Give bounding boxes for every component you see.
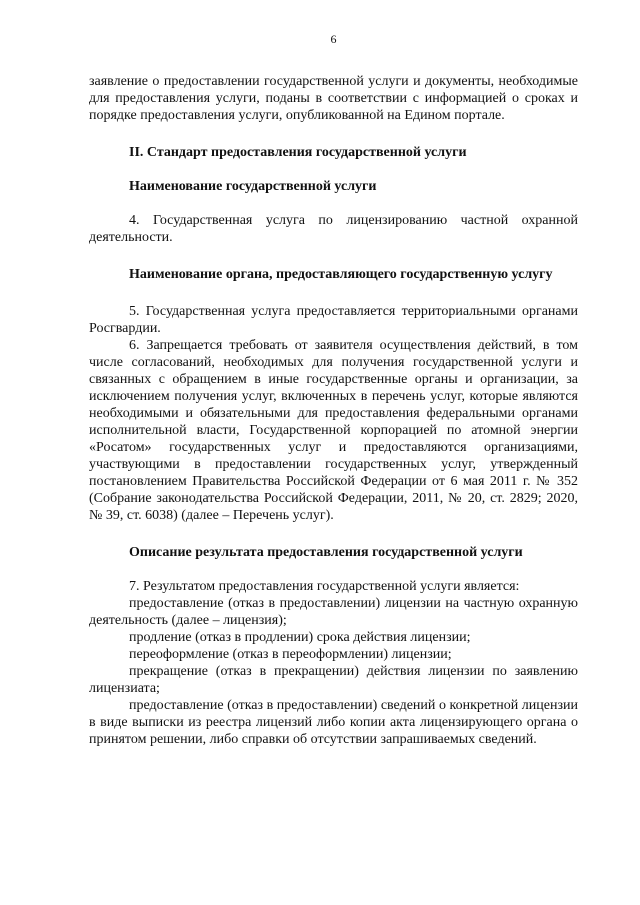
page-number: 6 xyxy=(330,32,337,46)
result-item: продление (отказ в продлении) срока действия лицензии; xyxy=(129,630,471,645)
result-item: предоставление (отказ в предоставлении) сведений о конкретной лицензии в виде выписки из реестра лицензий либо копии акта лицензирующего органа о принятом решении, либо справки об отсутствии запрашиваемых сведений. xyxy=(89,698,578,747)
result-item: переоформление (отказ в переоформлении) лицензии; xyxy=(129,647,452,662)
subsection-heading-result: Описание результата предоставления государственной услуги xyxy=(129,545,523,560)
paragraph-6: 6. Запрещается требовать от заявителя осуществления действий, в том числе согласований, необходимых для получения государственной услуги и связанных с обращением в иные государственные органы и организации, за исключением получения услуг, включенных в перечень услуг, которые являются необходимыми и обязательными для предоставления федеральными органами исполнительной власти, Государственной корпорацией по атомной энергии «Росатом» государственных услуг и предоставляются организациями, участвующими в предоставлении государственных услуг, утвержденный постановлением Правительства Российской Федерации от 6 мая 2011 г. № 352 (Собрание законодательства Российской Федерации, 2011, № 20, ст. 2829; 2020, № 39, ст. 6038) (далее – Перечень услуг). xyxy=(89,338,578,523)
intro-paragraph: заявление о предоставлении государственной услуги и документы, необходимые для предоставления услуги, поданы в соответствии с информацией о сроках и порядке предоставления услуги, опубликованной на Едином портале. xyxy=(89,74,578,123)
paragraph-7: 7. Результатом предоставления государственной услуги является: xyxy=(129,579,520,594)
subsection-heading-authority: Наименование органа, предоставляющего государственную услугу xyxy=(129,267,553,282)
result-item: предоставление (отказ в предоставлении) лицензии на частную охранную деятельность (далее – лицензия); xyxy=(89,596,578,628)
paragraph-5: 5. Государственная услуга предоставляется территориальными органами Росгвардии. xyxy=(89,304,578,336)
section-heading: II. Стандарт предоставления государственной услуги xyxy=(129,145,467,160)
subsection-heading-service-name: Наименование государственной услуги xyxy=(129,179,377,194)
result-item: прекращение (отказ в прекращении) действия лицензии по заявлению лицензиата; xyxy=(89,664,578,696)
paragraph-4: 4. Государственная услуга по лицензированию частной охранной деятельности. xyxy=(89,213,578,245)
